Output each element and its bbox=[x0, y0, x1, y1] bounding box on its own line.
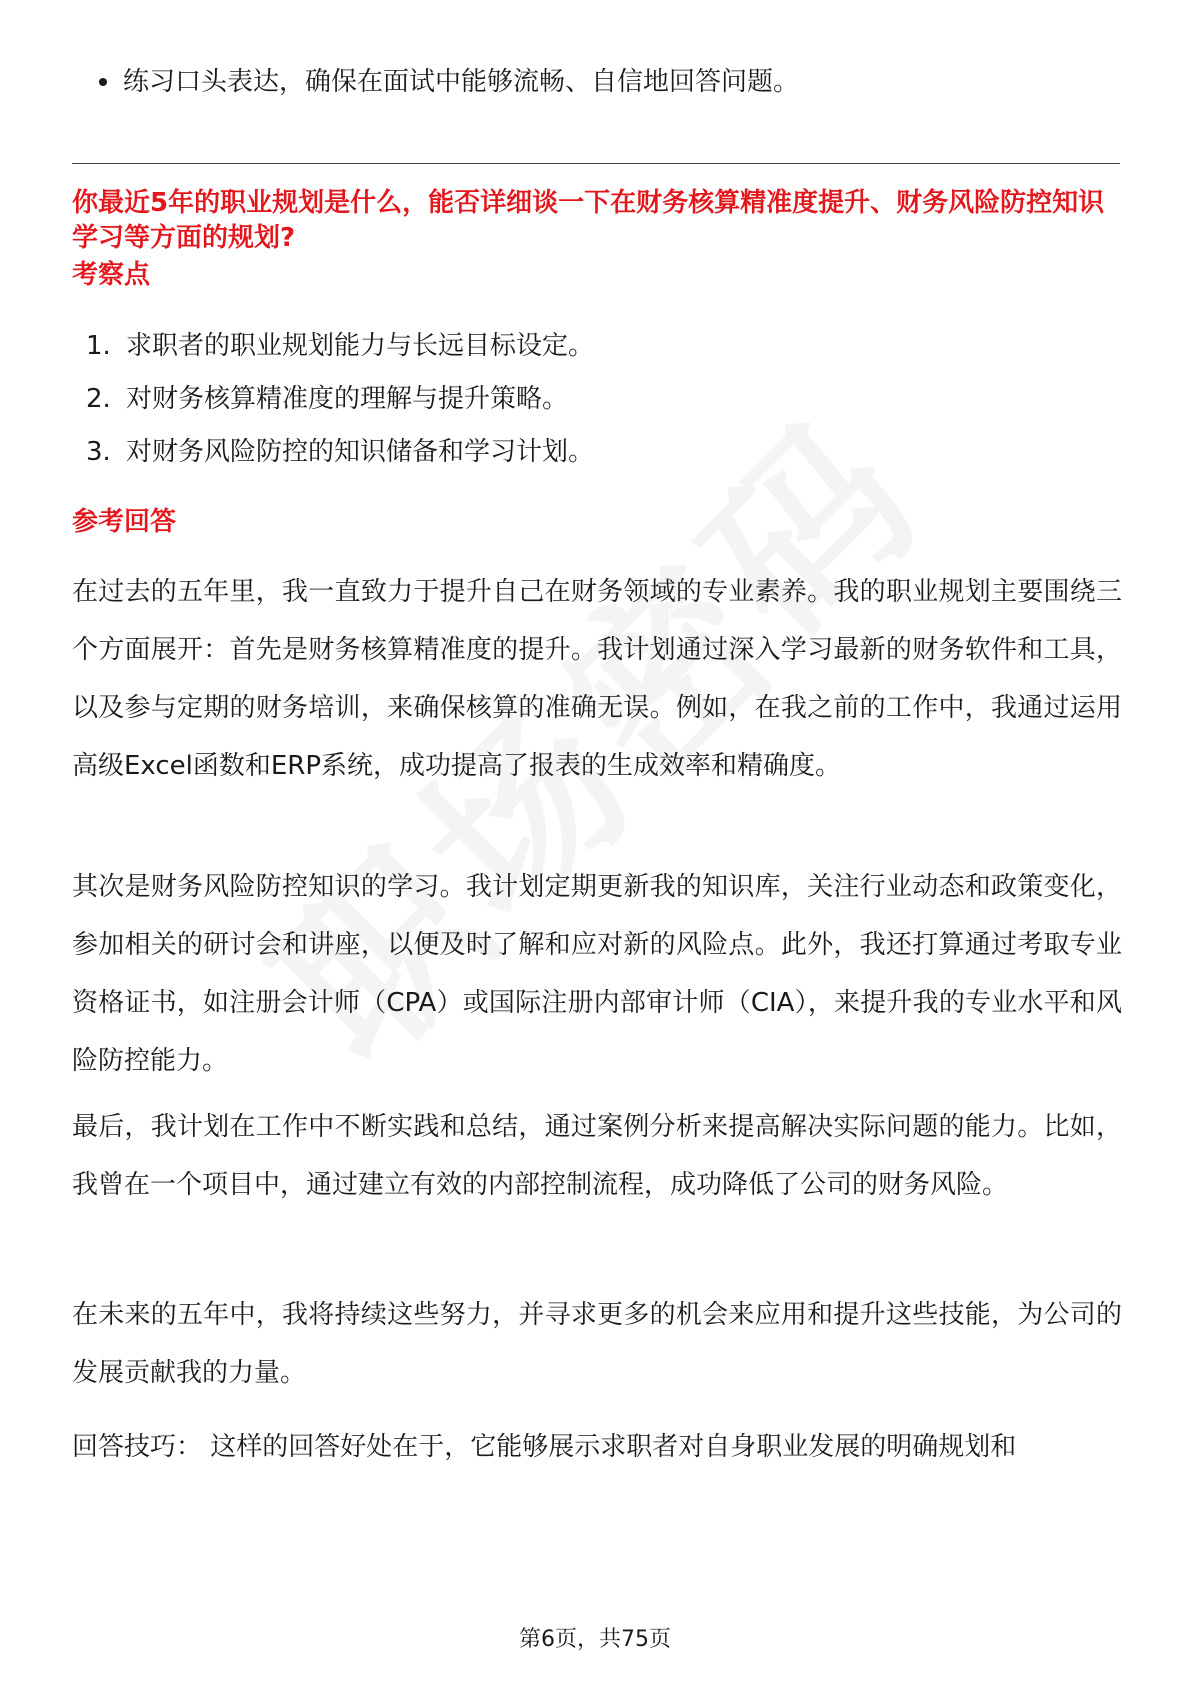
list-number: 2. bbox=[86, 384, 111, 414]
answer-paragraph: 在未来的五年中，我将持续这些努力，并寻求更多的机会来应用和提升这些技能，为公司的发展贡献我的力量。 bbox=[72, 1300, 1122, 1388]
page-number: 第6页，共75页 bbox=[519, 1627, 671, 1652]
list-number: 1. bbox=[86, 331, 111, 361]
list-text: 对财务风险防控的知识储备和学习计划。 bbox=[126, 437, 595, 467]
list-text: 求职者的职业规划能力与长远目标设定。 bbox=[126, 331, 595, 361]
list-item bbox=[99, 62, 799, 102]
bullet-text: 练习口头表达，确保在面试中能够流畅、自信地回答问题。 bbox=[123, 67, 800, 97]
answer-paragraph: 其次是财务风险防控知识的学习。我计划定期更新我的知识库，关注行业动态和政策变化，参加相关的研讨会和讲座，以便及时了解和应对新的风险点。此外，我还打算通过考取专业资格证书，如注册会计师（CPA）或国际注册内部审计师（CIA），来提升我的专业水平和风险防控能力。 bbox=[72, 872, 1122, 1076]
answer-paragraph: 在过去的五年里，我一直致力于提升自己在财务领域的专业素养。我的职业规划主要围绕三个方面展开：首先是财务核算精准度的提升。我计划通过深入学习最新的财务软件和工具，以及参与定期的财务培训，来确保核算的准确无误。例如，在我之前的工作中，我通过运用高级Excel函数和ERP系统，成功提高了报表的生成效率和精确度。 bbox=[72, 577, 1122, 781]
list-item bbox=[86, 379, 1086, 419]
reference-answer-heading: 参考回答 bbox=[72, 507, 177, 537]
list-item bbox=[86, 326, 1086, 366]
list-text: 对财务核算精准度的理解与提升策略。 bbox=[126, 384, 569, 414]
answer-paragraph: 最后，我计划在工作中不断实践和总结，通过案例分析来提高解决实际问题的能力。比如，我曾在一个项目中，通过建立有效的内部控制流程，成功降低了公司的财务风险。 bbox=[72, 1112, 1122, 1200]
list-number: 3. bbox=[86, 437, 111, 467]
exam-points-heading: 考察点 bbox=[72, 260, 151, 290]
question-heading: 你最近5年的职业规划是什么，能否详细谈一下在财务核算精准度提升、财务风险防控知识学习等方面的规划? bbox=[72, 188, 1105, 253]
section-divider bbox=[72, 163, 1120, 164]
list-item bbox=[86, 432, 1086, 472]
bullet-icon bbox=[99, 78, 107, 86]
answer-tip-paragraph: 回答技巧： 这样的回答好处在于，它能够展示求职者对自身职业发展的明确规划和 bbox=[72, 1432, 1017, 1462]
